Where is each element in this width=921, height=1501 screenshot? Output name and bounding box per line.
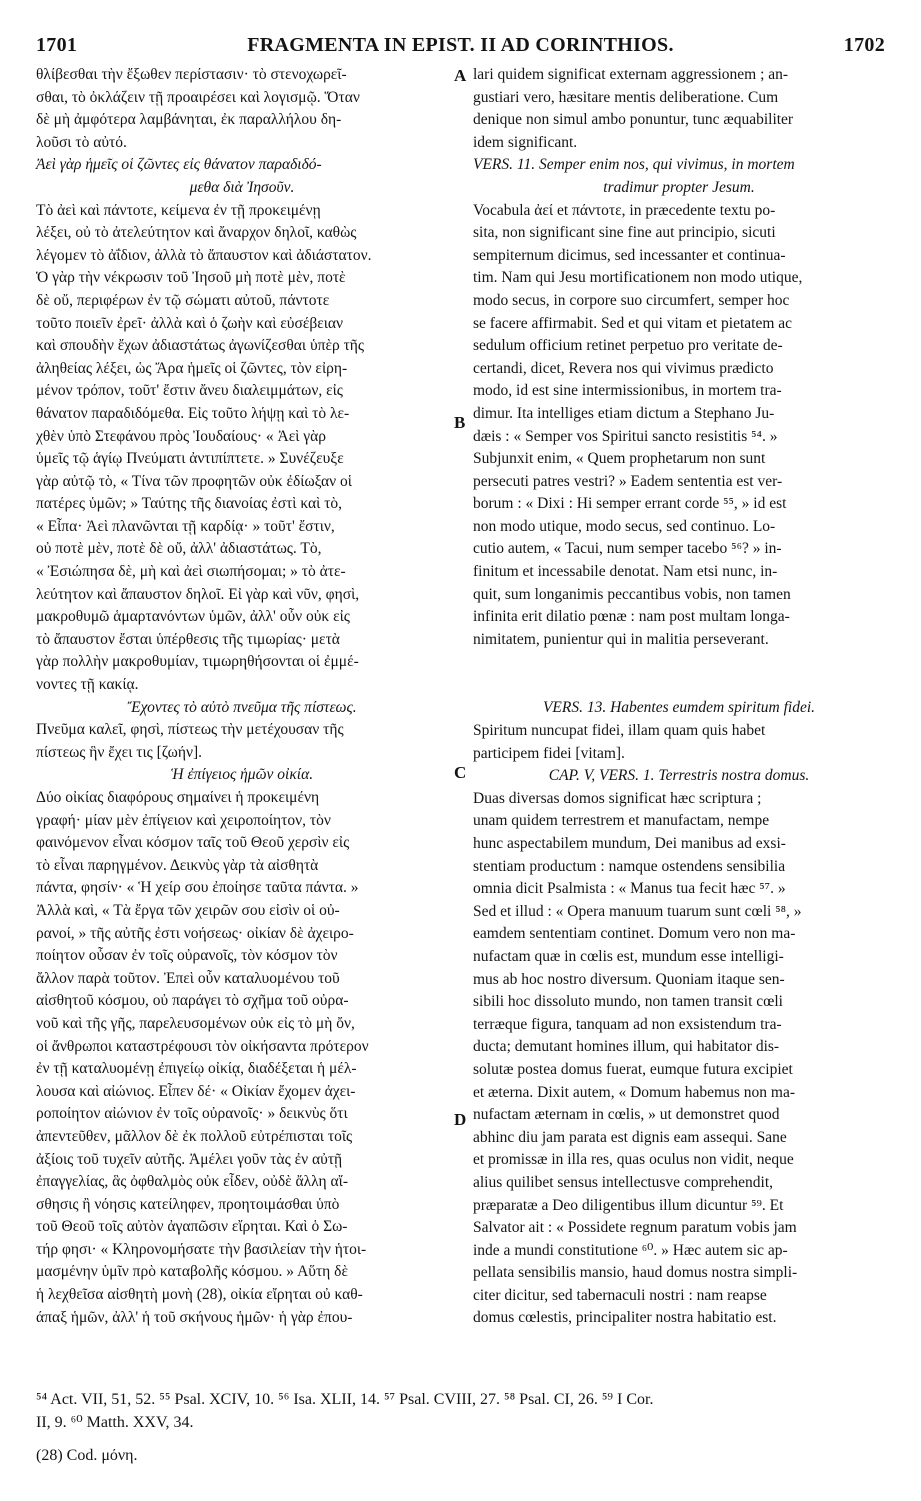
text-line: præparatæ a Deo diligentibus illum dicuntur ⁵⁹. Et <box>473 1196 784 1214</box>
text-line: sibili hoc dissoluto mundo, non tamen transit cœli <box>473 993 783 1011</box>
text-line: πατέρες ὑμῶν; » Ταύτης τῆς διανοίας ἐστὶ καὶ τὸ, <box>36 495 343 513</box>
text-line: se facere affirmabit. Sed et qui vitam et pietatem ac <box>473 314 793 332</box>
text-line: borum : « Dixi : Hi semper errant corde ⁵⁵, » id est <box>473 495 787 513</box>
text-line: non modo utique, modo secus, sed continuo. Lo- <box>473 517 776 535</box>
text-line: nufactam æternam in cœlis, » ut demonstret quod <box>473 1106 780 1124</box>
text-line: omnia dicit Psalmista : « Manus tua fecit hæc ⁵⁷. » <box>473 880 786 898</box>
text-line: γὰρ αὐτῷ τὸ, « Τίνα τῶν προφητῶν οὐκ ἐδίωξαν οἱ <box>36 472 352 490</box>
text-line: καὶ σπουδὴν ἔχων ἀδιαστάτως ἀγωνίζεσθαι ὑπὲρ τῆς <box>36 337 365 355</box>
text-line: μακροθυμῶ ἁμαρτανόντων ὑμῶν, ἀλλ' οὖν οὐκ εἰς <box>36 608 350 626</box>
text-line: τήρ φησι· « Κληρονομήσατε τὴν βασιλείαν τὴν ἡτοι- <box>36 1240 367 1258</box>
text-line: Ἀλλὰ καὶ, « Τὰ ἔργα τῶν χειρῶν σου εἰσὶν οἱ οὐ- <box>36 901 340 919</box>
text-line: τοῦτο ποιεῖν ἐρεῖ· ἀλλὰ καὶ ὁ ζωὴν καὶ εὐσέβειαν <box>36 314 344 332</box>
text-line: λοῦσι τὸ αὐτό. <box>36 133 127 151</box>
text-line: νοντες τῇ κακίᾳ. <box>36 676 139 694</box>
text-line: quit, sum longanimis peccantibus vobis, non tamen <box>473 585 791 603</box>
text-line: cutio autem, « Tacui, num semper tacebo ⁵⁶? » in- <box>473 540 782 558</box>
text-line: modo secus, in corpore suo circumfert, semper hoc <box>473 291 790 309</box>
text-line: τὸ ἄπαυστον ἔσται ὑπέρθεσις τῆς τιμωρίας· μετὰ <box>36 630 340 648</box>
text-line: participem fidei [vitam]. <box>473 744 625 762</box>
text-line: ρανοί, » τῆς αὐτῆς ἐστι νοήσεως· οἰκίαν δὲ ἀχειρο- <box>36 924 354 942</box>
text-line: pellata sensibilis mansio, haud domus nostra simpli- <box>473 1264 798 1282</box>
text-line: nufactam quæ in cœlis est, mundum esse intelligi- <box>473 947 784 965</box>
text-line: Subjunxit enim, « Quem prophetarum non sunt <box>473 450 766 468</box>
margin-letter-d: D <box>454 1110 467 1129</box>
text-line: Vocabula ἀεί et πάντοτε, in præcedente textu po- <box>473 201 776 219</box>
text-line: άπαξ ἡμῶν, ἀλλ' ἡ τοῦ σκήνους ἡμῶν· ἡ γὰρ ἐπου- <box>36 1308 353 1326</box>
footnotes <box>36 1388 885 1467</box>
text-line: sita, non significant sine fine aut principio, sicuti <box>473 224 776 242</box>
text-line: et æterna. Dixit autem, « Domum habemus non ma- <box>473 1083 795 1101</box>
text-line: θάνατον παραδιδόμεθα. Εἰς τοῦτο λήψῃ καὶ τὸ λε- <box>36 404 350 422</box>
text-line: σθαι, τὸ ὀκλάζειν τῇ προαιρέσει καὶ λογισμῷ. Ὅταν <box>36 88 360 106</box>
text-line: finitum et incessabile denotat. Nam etsi nunc, in- <box>473 563 778 581</box>
greek-column <box>36 64 448 1329</box>
text-line: ἀξίοις τοῦ τυχεῖν αὐτῆς. Ἀμέλει γοῦν τὰς ἐν αὐτῇ <box>36 1150 343 1168</box>
text-line: solutæ postea domus fuerat, eumque futura excipiet <box>473 1060 793 1078</box>
text-line: θλίβεσθαι τὴν ἔξωθεν περίστασιν· τὸ στενοχωρεῖ- <box>36 66 347 83</box>
text-line: ροποίητον αἰώνιον ἐν τοῖς οὐρανοῖς· » δεικνὺς ὅτι <box>36 1105 348 1123</box>
text-line: terræque figura, tanquam ad non exsistendum tra- <box>473 1015 782 1033</box>
text-line: nimitatem, punientur qui in malitia perseverant. <box>473 630 769 648</box>
text-line: φαινόμενον εἶναι κόσμον ταῖς τοῦ Θεοῦ χερσὶν εἰς <box>36 834 350 852</box>
text-line: persecuti patres vestri? » Eadem sententia est ver- <box>473 472 783 490</box>
text-line: dimur. Ita intelliges etiam dictum a Stephano Ju- <box>473 404 775 422</box>
text-line: τοῦ Θεοῦ τοῖς αὐτὸν ἀγαπῶσιν εἴρηται. Καὶ ὁ Σω- <box>36 1218 348 1236</box>
text-line: inde a mundi constitutione ⁶⁰. » Hæc autem sic ap- <box>473 1241 788 1259</box>
text-line: dæis : « Semper vos Spiritui sancto resistitis ⁵⁴. » <box>473 427 778 445</box>
text-line: πίστεως ἣν ἔχει τις [ζωήν]. <box>36 743 203 761</box>
text-line: denique non simul ambo ponuntur, tunc æquabiliter <box>473 111 794 129</box>
text-line: γραφή· μίαν μὲν ἐπίγειον καὶ χειροποίητον, τὸν <box>36 811 331 829</box>
text-line: ἐν τῇ καταλυομένῃ ἐπιγείῳ οἰκίᾳ, διαδέξεται ἡ μέλ- <box>36 1060 357 1078</box>
text-line: λεύτητον καὶ ἄπαυστον δηλοῖ. Εἰ γὰρ καὶ νῦν, φησὶ, <box>36 585 360 603</box>
text-line: ποίητον οὖσαν ἐν τοῖς οὐρανοῖς, τὸν κόσμον τὸν <box>36 947 338 965</box>
text-line: Ὁ γὰρ τὴν νέκρωσιν τοῦ Ἰησοῦ μὴ ποτὲ μὲν, ποτὲ <box>36 269 346 287</box>
text-line: ἀληθείας λέξει, ὡς Ἄρα ἡμεῖς οἱ ζῶντες, τὸν εἰρη- <box>36 359 348 377</box>
text-line: « Εἶπα· Ἀεὶ πλανῶνται τῇ καρδίᾳ· » τοῦτ' ἔστιν, <box>36 517 335 535</box>
text-line: abhinc diu jam parata est dignis eam assequi. Sane <box>473 1128 787 1146</box>
text-line: γὰρ πολλὴν μακροθυμίαν, τιμωρηθήσονται οἱ ἐμμέ- <box>36 653 359 671</box>
verse-heading: Ἔχοντες τὸ αὐτὸ πνεῦμα τῆς πίστεως. <box>127 698 357 716</box>
page-header <box>36 34 885 58</box>
text-line: ἀπεντεῦθεν, μᾶλλον δὲ ἐκ πολλοῦ εὐτρέπισται τοῖς <box>36 1127 353 1145</box>
text-line: hunc aspectabilem mundum, Dei manibus ad exsi- <box>473 835 786 852</box>
verse-heading: Ἡ ἐπίγειος ἡμῶν οἰκία. <box>170 766 314 784</box>
footnote-refs: ⁵⁴ Act. VII, 51, 52. ⁵⁵ Psal. XCIV, 10. ⁵⁶ Isa. XLII, 14. ⁵⁷ Psal. CVIII, 27. ⁵⁸ Psal. CI, 26. ⁵⁹ I Cor. <box>36 1391 654 1408</box>
text-line: ἡ λεχθεῖσα αἰσθητὴ μονὴ (28), οἰκία εἴρηται οὐ καθ- <box>36 1286 363 1304</box>
column-gap <box>473 651 885 697</box>
latin-column <box>473 64 885 1330</box>
text-line: alius quilibet sensus intellectusve comprehendit, <box>473 1173 774 1191</box>
critical-note: (28) Cod. μόνη. <box>36 1447 138 1464</box>
margin-letter-c: C <box>454 763 467 782</box>
chapter-heading: CAP. V, VERS. 1. Terrestris nostra domus. <box>548 767 810 785</box>
text-line: οὐ ποτὲ μὲν, ποτὲ δὲ οὔ, ἀλλ' ἀδιαστάτως. Τὸ, <box>36 540 322 558</box>
text-line: ἐπαγγελίας, ἃς ὀφθαλμὸς οὐκ εἶδεν, οὐδὲ ἄλλη αἴ- <box>36 1173 348 1191</box>
text-line: Τὸ ἀεὶ καὶ πάντοτε, κείμενα ἐν τῇ προκειμένῃ <box>36 201 321 219</box>
verse-heading: Ἀεὶ γὰρ ἡμεῖς οἱ ζῶντες εἰς θάνατον παραδιδό- <box>36 156 322 174</box>
text-line: Salvator ait : « Possidete regnum paratum vobis jam <box>473 1219 797 1237</box>
text-line: eamdem sententiam continet. Domum vero non ma- <box>473 925 796 943</box>
text-line: lari quidem significat externam aggressionem ; an- <box>473 66 789 83</box>
text-line: idem significant. <box>473 133 578 151</box>
text-line: λέγομεν τὸ ἀΐδιον, ἀλλὰ τὸ ἄπαυστον καὶ ἀδιάστατον. <box>36 246 372 264</box>
text-line: sedulum officium retinet perpetuo pro veritate de- <box>473 337 783 355</box>
text-line: δὲ οὔ, περιφέρων ἐν τῷ σώματι αὐτοῦ, πάντοτε <box>36 291 330 309</box>
text-line: tim. Nam qui Jesu mortificationem non modo utique, <box>473 269 803 287</box>
running-title: FRAGMENTA IN EPIST. II AD CORINTHIOS. <box>247 34 674 56</box>
verse-heading: VERS. 13. Habentes eumdem spiritum fidei. <box>542 699 816 717</box>
text-line: et promissæ in illa res, quas oculus non vidit, neque <box>473 1151 794 1169</box>
text-line: νοῦ καὶ τῆς γῆς, παρελευσομένων οὐκ εἰς τὸ μὴ ὄν, <box>36 1014 355 1032</box>
page-number-right: 1702 <box>843 34 885 56</box>
text-line: ἄλλον παρὰ τοῦτον. Ἐπεὶ οὖν καταλυομένου τοῦ <box>36 969 340 987</box>
margin-letter-b: B <box>454 413 466 432</box>
text-line: Duas diversas domos significat hæc scriptura ; <box>473 789 762 807</box>
text-line: stentiam productum : namque ostendens sensibilia <box>473 857 786 875</box>
text-line: certandi, dicet, Revera nos qui vivimus prædicto <box>473 359 774 377</box>
text-line: δὲ μὴ ἀμφότερα λαμβάνηται, ἐκ παραλλήλου δη- <box>36 111 342 129</box>
text-line: Sed et illud : « Opera manuum tuarum sunt cœli ⁵⁸, » <box>473 902 802 920</box>
text-line: πάντα, φησίν· « Ἡ χείρ σου ἐποίησε ταῦτα πάντα. » <box>36 879 359 897</box>
text-line: gustiari vero, hæsitare mentis deliberatione. Cum <box>473 88 779 106</box>
text-line: mus ab hoc nostro diversum. Quoniam itaque sen- <box>473 970 785 988</box>
text-line: τὸ εἶναι παρηγμένον. Δεικνὺς γὰρ τὰ αἰσθητὰ <box>36 856 319 874</box>
page-number-left: 1701 <box>36 34 78 56</box>
text-line: μασμένην ὑμῖν πρὸ καταβολῆς κόσμου. » Αὕτη δὲ <box>36 1263 348 1281</box>
text-line: οἱ ἄνθρωποι καταστρέφουσι τὸν οἰκήσαντα πρότερον <box>36 1037 369 1055</box>
text-line: « Ἐσιώπησα δὲ, μὴ καὶ ἀεὶ σιωπήσομαι; » τὸ ἀτε- <box>36 563 346 581</box>
verse-heading: tradimur propter Jesum. <box>603 178 755 196</box>
verse-heading: μεθα διὰ Ἰησοῦν. <box>189 178 295 196</box>
text-line: sempiternum dicimus, sed incessanter et continua- <box>473 246 786 264</box>
text-line: modo, id est sine intermissionibus, in mortem tra- <box>473 382 782 400</box>
text-line: μένον τρόπον, τοῦτ' ἔστιν ἄνευ διαλειμμάτων, εἰς <box>36 382 343 400</box>
text-line: citer dicitur, sed tabernaculi nostri : nam reapse <box>473 1286 767 1304</box>
text-line: χθὲν ὑπὸ Στεφάνου πρὸς Ἰουδαίους· « Ἀεὶ γὰρ <box>36 427 326 445</box>
text-line: ducta; demutant homines illum, qui habitator dis- <box>473 1038 780 1056</box>
text-line: αἰσθητοῦ κόσμου, οὐ παράγει τὸ σχῆμα τοῦ οὐρα- <box>36 992 349 1010</box>
text-line: ὑμεῖς τῷ ἁγίῳ Πνεύματι ἀντιπίπτετε. » Συνέζευξε <box>36 450 344 468</box>
text-line: λουσα καὶ αἰώνιος. Εἶπεν δέ· « Οἰκίαν ἔχομεν ἀχει- <box>36 1082 356 1100</box>
text-line: unam quidem terrestrem et manufactam, nempe <box>473 812 770 830</box>
text-line: domus cœlestis, principaliter nostra habitatio est. <box>473 1309 777 1327</box>
margin-letter-a: A <box>454 66 467 85</box>
text-line: Πνεῦμα καλεῖ, φησὶ, πίστεως τὴν μετέχουσαν τῆς <box>36 721 344 739</box>
text-line: Δύο οἰκίας διαφόρους σημαίνει ἡ προκειμένη <box>36 789 320 806</box>
text-line: infinita erit dilatio pœnæ : nam post multam longa- <box>473 608 790 626</box>
text-line: λέξει, οὐ τὸ ἀτελεύτητον καὶ ἄναρχον δηλοῖ, καθὼς <box>36 224 357 242</box>
text-line: σθησις ἢ νόησις κατείληφεν, προητοιμάσθαι ὑπὸ <box>36 1195 340 1213</box>
verse-heading: VERS. 11. Semper enim nos, qui vivimus, in mortem <box>473 156 795 174</box>
footnote-refs: II, 9. ⁶⁰ Matth. XXV, 34. <box>36 1414 194 1431</box>
text-line: Spiritum nuncupat fidei, illam quam quis habet <box>473 722 766 740</box>
